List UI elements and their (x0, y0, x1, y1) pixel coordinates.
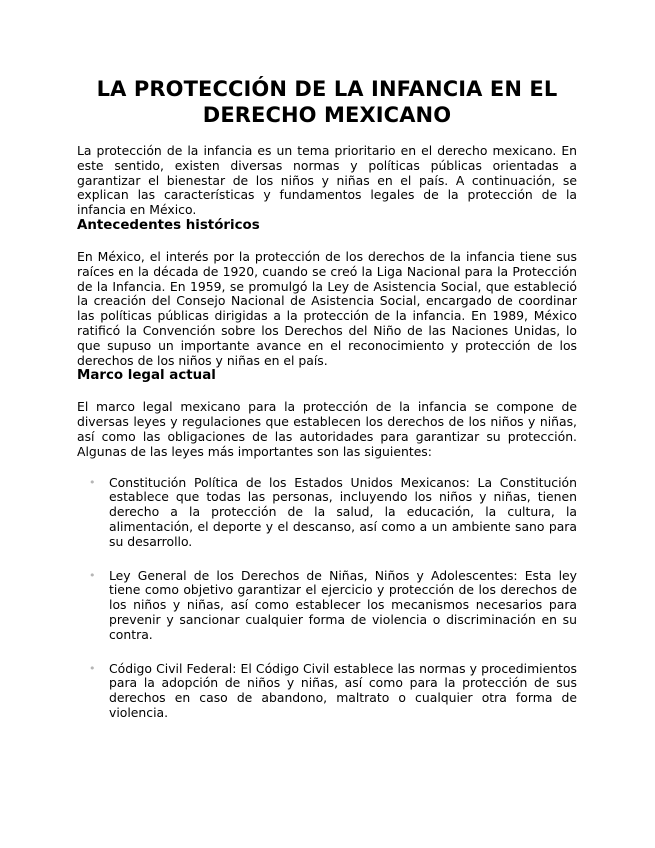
section-body-marco-legal: El marco legal mexicano para la protección de la infancia se compone de diversas leyes y regulaciones que establecen los derechos de los niños y niñas, así como las obligaciones de las autoridades para garantizar su protección. Algunas de las leyes más importantes son las siguientes: (77, 399, 577, 459)
intro-paragraph: La protección de la infancia es un tema prioritario en el derecho mexicano. En este sentido, existen diversas normas y políticas públicas orientadas a garantizar el bienestar de los niños y niñas en el país. A continuación, se explican las características y fundamentos legales de la protección de la infancia en México. (77, 143, 577, 218)
title-line-2: DERECHO MEXICANO (202, 103, 452, 127)
list-item (77, 569, 577, 643)
law-text-constitucion: Constitución Política de los Estados Unidos Mexicanos: La Constitución establece que todas las personas, incluyendo los niños y niñas, tienen derecho a la protección de la salud, la educación, la cultura, la alimentación, el deporte y el descanso, así como a un ambiente sano para su desarrollo. (109, 474, 577, 549)
section-heading-marco-legal: Marco legal actual (77, 368, 216, 384)
title-line-1: LA PROTECCIÓN DE LA INFANCIA EN EL (96, 77, 558, 101)
section-body-antecedentes: En México, el interés por la protección de los derechos de la infancia tiene sus raíces en la década de 1920, cuando se creó la Liga Nacional para la Protección de la Infancia. En 1959, se promulgó la Ley de Asistencia Social, que estableció la creación del Consejo Nacional de Asistencia Social, encargado de coordinar las políticas públicas dirigidas a la protección de la infancia. En 1989, México ratificó la Convención sobre los Derechos del Niño de las Naciones Unidas, lo que supuso un importante avance en el reconocimiento y protección de los derechos de los niños y niñas en el país. (77, 248, 577, 368)
bullet-icon: • (89, 568, 96, 582)
bullet-icon: • (89, 475, 96, 489)
list-item (77, 476, 577, 550)
law-text-ley-general: Ley General de los Derechos de Niñas, Niños y Adolescentes: Esta ley tiene como objetivo garantizar el ejercicio y protección de los derechos de los niños y niñas, así como establecer los mecanismos necesarios para prevenir y sancionar cualquier forma de violencia o discriminación en su contra. (109, 567, 577, 642)
law-text-codigo-civil: Código Civil Federal: El Código Civil establece las normas y procedimientos para la adopción de niños y niñas, así como para la protección de sus derechos en caso de abandono, maltrato o cualquier otra forma de violencia. (109, 660, 577, 720)
laws-list (77, 476, 577, 721)
bullet-icon: • (89, 661, 96, 675)
section-heading-antecedentes: Antecedentes históricos (77, 217, 260, 233)
document-title (77, 76, 577, 128)
list-item (77, 662, 577, 721)
